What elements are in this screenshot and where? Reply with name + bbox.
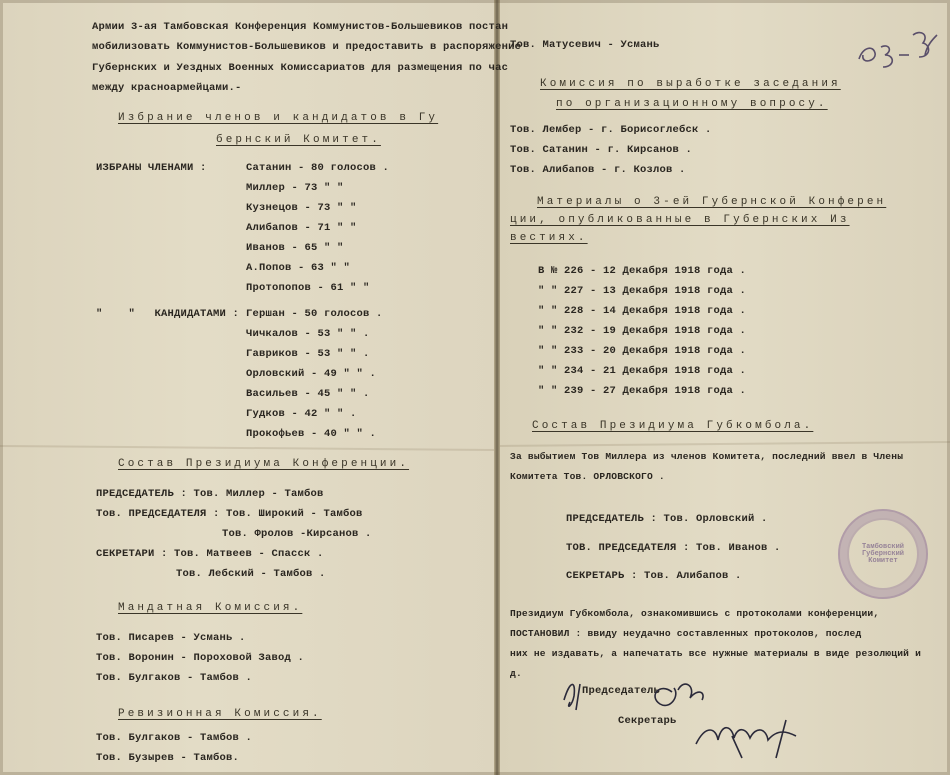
mandate-1: Тов. Писарев - Усмань .	[96, 632, 246, 644]
issue-1: В № 226 - 12 Декабря 1918 года .	[538, 265, 747, 277]
election-heading-2: бернский Комитет.	[216, 134, 381, 146]
candidate-5: Васильев - 45 " " .	[246, 388, 370, 400]
issue-3: " " 228 - 14 Декабря 1918 года .	[538, 305, 747, 317]
presidium-secretaries: СЕКРЕТАРИ : Тов. Матвеев - Спасск .	[96, 548, 324, 560]
member-5: Иванов - 65 " "	[246, 242, 344, 254]
candidate-3: Гавриков - 53 " " .	[246, 348, 370, 360]
presidium-chair: ПРЕДСЕДАТЕЛЬ : Тов. Миллер - Тамбов	[96, 488, 324, 500]
audit-2: Тов. Бузырев - Тамбов.	[96, 752, 240, 764]
commission-3: Тов. Алибапов - г. Козлов .	[510, 164, 686, 176]
resolution-line-2: ПОСТАНОВИЛ : ввиду неудачно составленных протоколов, послед	[510, 628, 862, 639]
resolution-line-4: д.	[510, 668, 522, 679]
materials-heading-3: вестиях.	[510, 232, 588, 244]
gubkom-heading: Состав Президиума Губкомбола.	[532, 420, 814, 432]
member-3: Кузнецов - 73 " "	[246, 202, 357, 214]
stamp-text: Тамбовский Губернский Комитет	[861, 543, 904, 565]
member-4: Алибапов - 71 " "	[246, 222, 357, 234]
intro-line-4: между красноармейцами.-	[92, 82, 242, 94]
issue-5: " " 233 - 20 Декабря 1918 года .	[538, 345, 747, 357]
departure-line-1: За выбытием Тов Миллера из членов Комитета, последний ввел в Члены	[510, 451, 904, 462]
page-fold	[494, 0, 500, 775]
election-heading-1: Избрание членов и кандидатов в Гу	[118, 112, 439, 124]
candidate-7: Прокофьев - 40 " " .	[246, 428, 377, 440]
presidium-heading: Состав Президиума Конференции.	[118, 458, 410, 470]
commission-heading-2: по организационному вопросу.	[556, 98, 828, 110]
departure-line-2: Комитета Тов. ОРЛОВСКОГО .	[510, 471, 665, 482]
issue-4: " " 232 - 19 Декабря 1918 года .	[538, 325, 747, 337]
mandate-3: Тов. Булгаков - Тамбов .	[96, 672, 253, 684]
audit-1: Тов. Булгаков - Тамбов .	[96, 732, 253, 744]
materials-heading-1: Материалы о 3-ей Губернской Конферен	[537, 196, 887, 208]
members-label: ИЗБРАНЫ ЧЛЕНАМИ :	[96, 162, 207, 174]
intro-line-1: Армии 3-ая Тамбовская Конференция Коммунистов-Большевиков постан	[92, 21, 509, 33]
presidium-deputy-2: Тов. Фролов -Кирсанов .	[222, 528, 372, 540]
handwritten-signatures	[556, 666, 856, 766]
member-7: Протопопов - 61 " "	[246, 282, 370, 294]
mandate-2: Тов. Воронин - Пороховой Завод .	[96, 652, 305, 664]
member-6: А.Попов - 63 " "	[246, 262, 351, 274]
gubkom-chair: ПРЕДСЕДАТЕЛЬ : Тов. Орловский .	[566, 513, 768, 525]
gubkom-deputy: ТОВ. ПРЕДСЕДАТЕЛЯ : Тов. Иванов .	[566, 542, 781, 554]
member-2: Миллер - 73 " "	[246, 182, 344, 194]
gubkom-secretary: СЕКРЕТАРЬ : Тов. Алибапов .	[566, 570, 742, 582]
candidate-6: Гудков - 42 " " .	[246, 408, 357, 420]
resolution-line-1: Президиум Губкомбола, ознакомившись с протоколами конференции,	[510, 608, 880, 619]
candidate-2: Чичкалов - 53 " " .	[246, 328, 370, 340]
candidate-4: Орловский - 49 " " .	[246, 368, 377, 380]
audit-heading: Ревизионная Комиссия.	[118, 708, 322, 720]
presidium-deputy: Тов. ПРЕДСЕДАТЕЛЯ : Тов. Широкий - Тамбов	[96, 508, 363, 520]
resolution-line-3: них не издавать, а напечатать все нужные материалы в виде резолюций и	[510, 648, 922, 659]
intro-line-3: Губернских и Уездных Военных Комиссариатов для размещения по час	[92, 62, 509, 74]
member-1: Сатанин - 80 голосов .	[246, 162, 390, 174]
issue-6: " " 234 - 21 Декабря 1918 года .	[538, 365, 747, 377]
issue-2: " " 227 - 13 Декабря 1918 года .	[538, 285, 747, 297]
issue-7: " " 239 - 27 Декабря 1918 года .	[538, 385, 747, 397]
intro-line-2: мобилизовать Коммунистов-Большевиков и предоставить в распоряжение	[92, 41, 522, 53]
secretary-signature-label: Секретарь	[618, 715, 677, 727]
page-number	[842, 14, 941, 76]
top-line: Тов. Матусевич - Усмань	[510, 39, 660, 51]
materials-heading-2: ции, опубликованные в Губернских Из	[510, 214, 850, 226]
mandate-heading: Мандатная Комиссия.	[118, 602, 303, 614]
candidate-1: Гершан - 50 голосов .	[246, 308, 383, 320]
presidium-secretary-2: Тов. Лебский - Тамбов .	[176, 568, 326, 580]
candidates-label: " " КАНДИДАТАМИ :	[96, 308, 240, 320]
commission-1: Тов. Лембер - г. Борисоглебск .	[510, 124, 712, 136]
commission-heading-1: Комиссия по выработке заседания	[540, 78, 841, 90]
chair-signature-label: Председатель	[582, 685, 661, 697]
commission-2: Тов. Сатанин - г. Кирсанов .	[510, 144, 693, 156]
page-number-handwritten	[855, 25, 941, 73]
